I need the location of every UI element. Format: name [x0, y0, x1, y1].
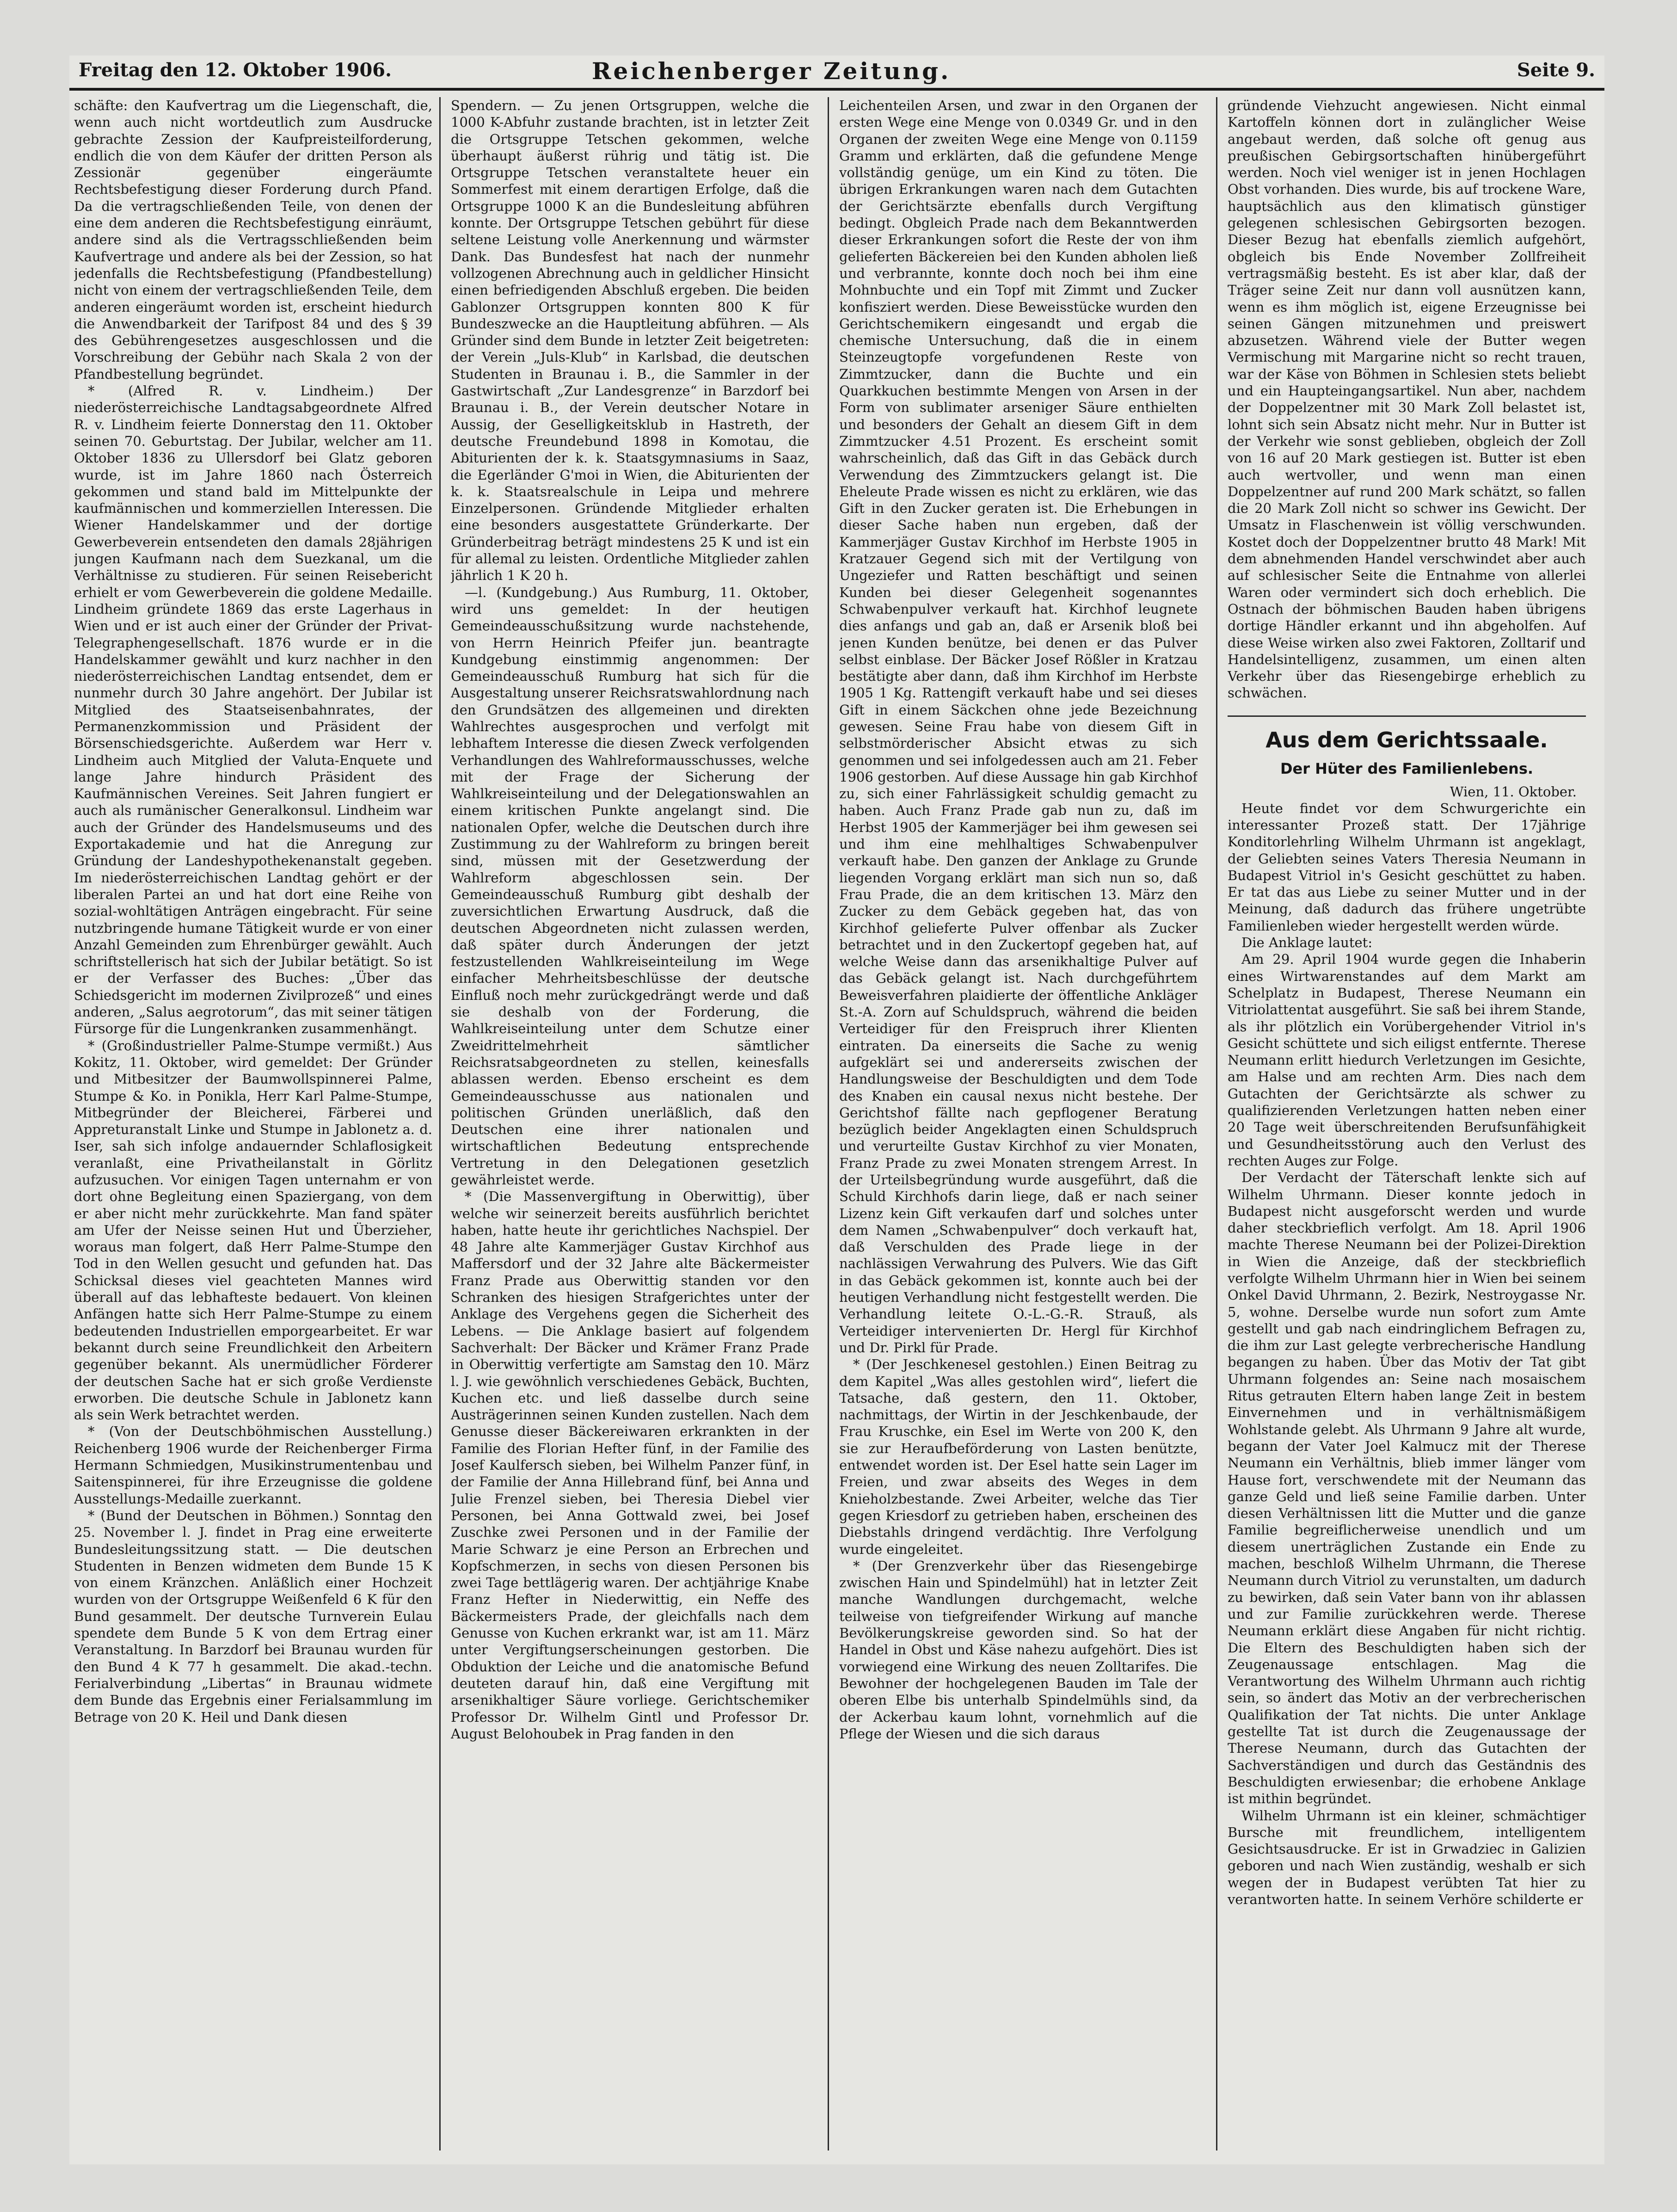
article-paragraph: * (Der Jeschkenesel gestohlen.) Einen Beitrag zu dem Kapitel „Was alles gestohlen wird“, liefert die Tatsache, daß gestern, den 11. Oktober, nachmittags, der Wirtin in der Jeschkenbaude, der Frau Kruschke, ein Esel im Werte von 200 K, den sie zur Heraufbeförderung von Lasten benützte, entwendet worden ist. Der Esel hatte sein Lager im Freien, und zwar abseits des Weges in dem Knieholzbestande. Zwei Arbeiter, welche das Tier gegen Kriesdorf zu getrieben haben, erscheinen des Diebstahls dringend verdächtig. Ihre Verfolgung wurde eingeleitet.	[839, 1356, 1198, 1557]
article-paragraph: * (Bund der Deutschen in Böhmen.) Sonntag den 25. November l. J. findet in Prag eine erweiterte Bundesleitungssitzung statt. — Die deutschen Studenten in Benzen widmeten dem Bunde 15 K von einem Kränzchen. Anläßlich einer Hochzeit wurden von der Ortsgruppe Weißenfeld 6 K für den Bund gesammelt. Der deutsche Turnverein Eulau spendete dem Bunde 5 K von dem Ertrag einer Veranstaltung. In Barzdorf bei Braunau wurden für den Bund 4 K 77 h gesammelt. Die akad.-techn. Ferialverbindung „Libertas“ in Braunau widmete dem Bunde das Ergebnis einer Ferialsammlung im Betrage von 20 K. Heil und Dank diesen	[74, 1507, 432, 1725]
article-paragraph: * (Alfred R. v. Lindheim.) Der niederösterreichische Landtagsabgeordnete Alfred R. v. Lindheim feierte Donnerstag den 11. Oktober seinen 70. Geburtstag. Der Jubilar, welcher am 11. Oktober 1836 zu Ullersdorf bei Glatz geboren wurde, ist im Jahre 1860 nach Österreich gekommen und stand bald im Mittelpunkte der kaufmännischen und kommerziellen Interessen. Die Wiener Handelskammer und der dortige Gewerbeverein entsendeten den damals 28jährigen jungen Kaufmann nach dem Suezkanal, um die Verhältnisse zu studieren. Für seinen Reisebericht erhielt er vom Gewerbeverein die goldene Medaille. Lindheim gründete 1869 das erste Lagerhaus in Wien und er ist auch einer der Gründer der Privat-Telegraphengesellschaft. 1876 wurde er in die Handelskammer gewählt und kurz nachher in den niederösterreichischen Landtag entsendet, dem er nunmehr durch 30 Jahre angehört. Der Jubilar ist Mitglied des Staatseisenbahnrates, der Permanenzkommission und Präsident der Börsenschiedsgerichte. Außerdem war Herr v. Lindheim auch Mitglied der Valuta-Enquete und lange Jahre hindurch Präsident des Kaufmännischen Vereines. Seit Jahren fungiert er auch als rumänischer Generalkonsul. Lindheim war auch der Gründer des Handelsmuseums und des Exportakademie und hat die Anregung zur Gründung der Landeshypothekenanstalt gegeben. Im niederösterreichischen Landtag gehört er der liberalen Partei an und hat dort eine Reihe von sozial-wohltätigen Anträgen eingebracht. Für seine nutzbringende humane Tätigkeit wurde er von einer Anzahl Gemeinden zum Ehrenbürger gewählt. Auch schriftstellerisch hat sich der Jubilar betätigt. So ist er der Verfasser des Buches: „Über das Schiedsgericht im modernen Zivilprozeß“ und eines anderen, „Salus aegrotorum“, das mit seiner tätigen Fürsorge für die Lungenkranken zusammenhängt.	[74, 383, 432, 1037]
article-paragraph: Am 29. April 1904 wurde gegen die Inhaberin eines Wirtwarenstandes auf dem Markt am Schelplatz in Budapest, Therese Neumann ein Vitriolattentat ausgeführt. Sie saß bei ihrem Stande, als ihr plötzlich ein Vorübergehender Vitriol in's Gesicht schüttete und sich eiligst entfernte. Therese Neumann erlitt hiedurch Verletzungen im Gesichte, am Halse und am rechten Arm. Dies nach dem Gutachten der Gerichtsärzte als schwer zu qualifizierenden Verletzungen hatten neben einer 20 Tage weit überschreitenden Berufsunfähigkeit und Gesundheitsstörung auch den Verlust des rechten Auges zur Folge.	[1228, 951, 1586, 1169]
column-1	[74, 97, 432, 2150]
article-paragraph: Der Verdacht der Täterschaft lenkte sich auf Wilhelm Uhrmann. Dieser konnte jedoch in Budapest nicht ausgeforscht werden und wurde daher steckbrieflich verfolgt. Am 18. April 1906 machte Therese Neumann bei der Polizei-Direktion in Wien die Anzeige, daß der steckbrieflich verfolgte Wilhelm Uhrmann hier in Wien bei seinem Onkel David Uhrmann, 2. Bezirk, Nestroygasse Nr. 5, wohne. Derselbe wurde nun sofort zum Amte gestellt und gab nach eindringlichem Befragen zu, die ihm zur Last gelegte verbrecherische Handlung begangen zu haben. Über das Motiv der Tat gibt Uhrmann folgendes an: Seine nach mosaischem Ritus getrauten Eltern haben lange Zeit in bestem Einvernehmen und in verhältnismäßigem Wohlstande gelebt. Als Uhrmann 9 Jahre alt wurde, begann der Vater Joel Kalmucz mit der Therese Neumann ein Verhältnis, blieb immer länger vom Hause fort, verschwendete mit der Neumann das ganze Geld und ließ seine Familie darben. Unter diesen Verhältnissen litt die Mutter und die ganze Familie begreiflicherweise unendlich und um diesem unerträglichen Zustande ein Ende zu machen, beschloß Wilhelm Uhrmann, die Therese Neumann durch Vitriol zu verunstalten, um dadurch zu bewirken, daß sein Vater bann von ihr ablassen und zur Familie zurückkehren werde. Therese Neumann erklärt diese Angaben für nicht richtig. Die Eltern des Beschuldigten haben sich der Zeugenaussage entschlagen. Mag die Verantwortung des Wilhelm Uhrmann auch richtig sein, so ändert das Motiv an der verbrecherischen Qualifikation der Tat nichts. Die unter Anklage gestellte Tat ist durch die Zeugenaussage der Therese Neumann, durch das Gutachten der Sachverständigen und durch das Geständnis des Beschuldigten erwiesenbar; die erhobene Anklage ist mithin begründet.	[1228, 1170, 1586, 1807]
newspaper-page	[69, 55, 1604, 2164]
newspaper-title: Reichenberger Zeitung.	[592, 57, 951, 85]
column-2	[451, 97, 809, 2150]
page-number: Seite 9.	[1517, 59, 1595, 81]
article-paragraph: —l. (Kundgebung.) Aus Rumburg, 11. Oktober, wird uns gemeldet: In der heutigen Gemeindeausschußsitzung wurde nachstehende, von Herrn Heinrich Pfeifer jun. beantragte Kundgebung einstimmig angenommen: Der Gemeindeausschuß Rumburg hat sich für die Ausgestaltung unserer Reichsratswahlordnung nach den Grundsätzen des allgemeinen und direkten Wahlrechtes ausgesprochen und verfolgt mit lebhaftem Interesse die diesen Zweck verfolgenden Verhandlungen des Wahlreformausschusses, welche mit der Frage der Sicherung der Wahlkreiseinteilung und der Delegationswahlen an einem kritischen Punkte angelangt sind. Die nationalen Opfer, welche die Deutschen durch ihre Zustimmung zu der Wahlreform zu bringen bereit sind, müssen mit der Gesetzwerdung der Wahlreform abgeschlossen sein. Der Gemeindeausschuß Rumburg gibt deshalb der zuversichtlichen Erwartung Ausdruck, daß die deutschen Abgeordneten nicht zulassen werden, daß später durch Änderungen der jetzt festzustellenden Wahlkreiseinteilung im Wege einfacher Mehrheitsbeschlüsse der deutsche Einfluß noch mehr zurückgedrängt werde und daß sie deshalb von der Forderung, die Wahlkreiseinteilung unter dem Schutze einer Zweidrittelmehrheit sämtlicher Reichsratsabgeordneten zu stellen, keinesfalls ablassen werden. Ebenso erscheint es dem Gemeindeausschusse aus nationalen und politischen Gründen unerläßlich, daß den Deutschen eine ihrer nationalen und wirtschaftlichen Bedeutung entsprechende Vertretung in den Delegationen gesetzlich gewährleistet werde.	[451, 584, 809, 1188]
column-rule	[828, 97, 829, 2150]
page-header	[69, 55, 1604, 91]
article-paragraph: schäfte: den Kaufvertrag um die Liegenschaft, die, wenn auch nicht wortdeutlich zum Ausdrucke gebrachte Zession der Kaufpreisteilforderung, endlich die von dem Käufer der dritten Person als Zessionär gegenüber eingeräumte Rechtsbefestigung dieser Forderung durch Pfand. Da die vertragschließenden Teile, von denen der eine dem anderen die Rechtsbefestigung einräumt, andere sind als die Vertragsschließenden beim Kaufvertrage und andere als bei der Zession, so hat jedenfalls die Rechtsbefestigung (Pfandbestellung) nicht von einem der vertragschließenden Teile, dem anderen eingeräumt worden ist, erscheint hiedurch die Anwendbarkeit der Tarifpost 84 und des § 39 des Gebührengesetzes ausgeschlossen und die Vorschreibung der Gebühr nach Skala 2 von der Pfandbestellung begründet.	[74, 98, 432, 382]
article-paragraph: * (Großindustrieller Palme-Stumpe vermißt.) Aus Kokitz, 11. Oktober, wird gemeldet: Der Gründer und Mitbesitzer der Baumwollspinnerei Palme, Stumpe & Ko. in Ponikla, Herr Karl Palme-Stumpe, Mitbegründer der Bleicherei, Färberei und Appreturanstalt Linke und Stumpe in Jablonetz a. d. Iser, sah sich infolge andauernder Schlaflosigkeit veranlaßt, eine Privatheilanstalt in Görlitz aufzusuchen. Vor einigen Tagen unternahm er von dort ohne Begleitung einen Spaziergang, von dem er aber nicht mehr zurückkehrte. Man fand später am Ufer der Neisse seinen Hut und Überzieher, woraus man folgert, daß Herr Palme-Stumpe den Tod in den Wellen gesucht und gefunden hat. Das Schicksal dieses viel geachteten Mannes wird überall auf das lebhafteste bedauert. Von kleinen Anfängen hatte sich Herr Palme-Stumpe zu einem bedeutenden Industriellen emporgearbeitet. Er war bekannt durch seine Freundlichkeit den Arbeitern gegenüber bekannt. Als unermüdlicher Förderer der deutschen Sache hat er sich große Verdienste erworben. Die deutsche Schule in Jablonetz kann als sein Werk betrachtet werden.	[74, 1037, 432, 1423]
article-paragraph: Die Anklage lautet:	[1241, 935, 1373, 951]
article-paragraph: Heute findet vor dem Schwurgerichte ein interessanter Prozeß statt. Der 17jährige Konditorlehrling Wilhelm Uhrmann ist angeklagt, der Geliebten seines Vaters Theresia Neumann in Budapest Vitriol in's Gesicht geschüttet zu haben. Er tat das aus Liebe zu seiner Mutter und in der Meinung, daß dadurch das frühere ungetrübte Familienleben wieder hergestellt werden würde.	[1228, 800, 1586, 934]
article-paragraph: * (Die Massenvergiftung in Oberwittig), über welche wir seinerzeit bereits ausführlich berichtet haben, hatte heute ihr gerichtliches Nachspiel. Der 48 Jahre alte Kammerjäger Gustav Kirchhof aus Maffersdorf und der 32 Jahre alte Bäckermeister Franz Prade aus Oberwittig standen vor den Schranken des hiesigen Strafgerichtes unter der Anklage des Vergehens gegen die Sicherheit des Lebens. — Die Anklage basiert auf folgendem Sachverhalt: Der Bäcker und Krämer Franz Prade in Oberwittig verfertigte am Samstag den 10. März l. J. wie gewöhnlich verschiedenes Gebäck, Buchten, Kuchen etc. und ließ dasselbe durch seine Austrägerinnen seinen Kunden zustellen. Nach dem Genusse dieser Bäckereiwaren erkrankten in der Familie des Florian Hefter fünf, in der Familie des Josef Kaulfersch sieben, bei Wilhelm Panzer fünf, in der Familie der Anna Hillebrand fünf, bei Anna und Julie Frenzel sieben, bei Theresia Diebel vier Personen, bei Anna Gottwald zwei, bei Josef Zuschke zwei Personen und in der Familie der Marie Schwarz je eine Person an Erbrechen und Kopfschmerzen, in sechs von diesen Personen bis zwei Tage bettlägerig waren. Der achtjährige Knabe Franz Hefter in Niederwittig, ein Neffe des Bäckermeisters Prade, der gleichfalls nach dem Genusse von Kuchen erkrankt war, ist am 11. März unter Vergiftungserscheinungen gestorben. Die Obduktion der Leiche und die anatomische Befund deuteten darauf hin, daß eine Vergiftung mit arsenikhaltiger Säure vorliege. Gerichtschemiker Professor Dr. Wilhelm Gintl und Professor Dr. August Belohoubek in Prag fanden in den	[451, 1189, 809, 1742]
columns	[69, 97, 1604, 2150]
article-paragraph: * (Von der Deutschböhmischen Ausstellung.) Reichenberg 1906 wurde der Reichenberger Firma Hermann Schmiedgen, Musikinstrumentenbau und Saitenspinnerei, für ihre Erzeugnisse die goldene Ausstellungs-Medaille zuerkannt.	[74, 1423, 432, 1507]
article-paragraph: Wilhelm Uhrmann ist ein kleiner, schmächtiger Bursche mit freundlichem, intelligentem Gesichtsausdrucke. Er ist in Grwadziec in Galizien geboren und nach Wien zuständig, weshalb er sich wegen der in Budapest verübten Tat hier zu verantworten hatte. In seinem Verhöre schilderte er	[1228, 1807, 1586, 1907]
column-3	[839, 97, 1198, 2150]
article-headline: Der Hüter des Familienlebens.	[1280, 759, 1534, 777]
column-rule	[1216, 97, 1217, 2150]
section-heading: Aus dem Gerichtssaale.	[1228, 715, 1586, 754]
article-paragraph: Spendern. — Zu jenen Ortsgruppen, welche die 1000 K-Abfuhr zustande brachten, ist in letzter Zeit die Ortsgruppe Tetschen gekommen, welche überhaupt äußerst rührig und tätig ist. Die Ortsgruppe Tetschen veranstaltete heuer ein Sommerfest mit einem derartigen Erfolge, daß die Ortsgruppe 1000 K an die Bundesleitung abführen konnte. Der Ortsgruppe Tetschen gebührt für diese seltene Leistung volle Anerkennung und wärmster Dank. Das Bundesfest hat nach der nunmehr vollzogenen Abrechnung auch in geldlicher Hinsicht einen befriedigenden Abschluß ergeben. Die beiden Gablonzer Ortsgruppen konnten 800 K für Bundeszwecke an die Hauptleitung abführen. — Als Gründer sind dem Bunde in letzter Zeit beigetreten: der Verein „Juls-Klub“ in Karlsbad, die deutschen Studenten in Braunau i. B., die Sammler in der Gastwirtschaft „Zur Landesgrenze“ in Barzdorf bei Braunau i. B., der Verein deutscher Notare in Aussig, der Geselligkeitsklub in Hastreth, der deutsche Freundebund 1898 in Komotau, die Abiturienten der k. k. Staatsgymnasiums in Saaz, die Egerländer G'moi in Wien, die Abiturienten der k. k. Staatsrealschule in Leipa und mehrere Einzelpersonen. Gründende Mitglieder erhalten eine besonders ausgestattete Gründerkarte. Der Gründerbeitrag beträgt mindestens 25 K und ist ein für allemal zu leisten. Ordentliche Mitglieder zahlen jährlich 1 K 20 h.	[451, 98, 809, 584]
column-rule	[439, 97, 441, 2150]
header-date: Freitag den 12. Oktober 1906.	[79, 59, 392, 81]
article-paragraph: gründende Viehzucht angewiesen. Nicht einmal Kartoffeln können dort in zulänglicher Weise angebaut werden, daß solche oft genug aus preußischen Gebirgsortschaften hinübergeführt werden. Noch viel weniger ist in jenen Hochlagen Obst vorhanden. Dies wurde, bis auf trockene Ware, hauptsächlich aus den klimatisch günstiger gelegenen schlesischen Gebirgsorten bezogen. Dieser Bezug hat ebenfalls ziemlich aufgehört, obgleich bis Ende November Zollfreiheit vertragsmäßig besteht. Es ist aber klar, daß der Träger seine Zeit nur dann voll ausnützen kann, wenn es ihm möglich ist, eigene Erzeugnisse bei seinen Gängen mitzunehmen und preiswert abzusetzen. Während viele der Butter wegen Vermischung mit Margarine nicht so recht trauen, war der Käse von Böhmen in Schlesien stets beliebt und ein Haupteingangsartikel. Nun aber, nachdem der Doppelzentner mit 30 Mark Zoll belastet ist, lohnt sich sein Absatz nicht mehr. Nur in Butter ist der Verkehr wie sonst geblieben, obgleich der Zoll von 16 auf 20 Mark gestiegen ist. Butter ist eben auch wertvoller, und wenn man einen Doppelzentner auf rund 200 Mark schätzt, so fallen die 20 Mark Zoll nicht so schwer ins Gewicht. Der Umsatz in Flaschenwein ist völlig verschwunden. Kostet doch der Doppelzentner brutto 48 Mark! Mit dem abnehmenden Handel verschwindet aber auch auf schlesischer Seite die Entnahme von allerlei Waren oder vermindert sich doch erheblich. Die Ostnach der böhmischen Bauden haben übrigens dortige Händler erkannt und ihn abgeholfen. Auf diese Weise wirken also zwei Faktoren, Zolltarif und Handelsintelligenz, zusammen, um einen alten Verkehr über das Riesengebirge erheblich zu schwächen.	[1228, 98, 1586, 701]
column-4	[1228, 97, 1586, 2150]
article-paragraph: * (Der Grenzverkehr über das Riesengebirge zwischen Hain und Spindelmühl) hat in letzter Zeit manche Wandlungen durchgemacht, welche teilweise von tiefgreifender Wirkung auf manche Bevölkerungskreise geworden sind. So hat der Handel in Obst und Käse nahezu aufgehört. Dies ist vorwiegend eine Wirkung des neuen Zolltarifes. Die Bewohner der hochgelegenen Bauden im Tale der oberen Elbe bis unterhalb Spindelmühls sind, da der Ackerbau kaum lohnt, vornehmlich auf die Pflege der Wiesen und die sich daraus	[839, 1558, 1198, 1742]
dateline: Wien, 11. Oktober.	[1450, 783, 1577, 800]
article-paragraph: Leichenteilen Arsen, und zwar in den Organen der ersten Wege eine Menge von 0.0349 Gr. und in den Organen der zweiten Wege eine Menge von 0.1159 Gramm und erklärten, daß die gefundene Menge vollständig genüge, um ein Kind zu töten. Die übrigen Erkrankungen waren nach dem Gutachten der Gerichtsärzte ebenfalls durch Vergiftung bedingt. Obgleich Prade nach dem Bekanntwerden dieser Erkrankungen sofort die Reste der von ihm gelieferten Bäckereien bei den Kunden abholen ließ und verbrannte, konnte doch noch bei ihm eine Mohnbuchte und ein Topf mit Zimmt und Zucker konfisziert werden. Diese Beweisstücke wurden den Gerichtschemikern eingesandt und ergab die chemische Untersuchung, daß die in einem Steinzeugtopfe vorgefundenen Reste von Zimmtzucker, dann die Buchte und ein Quarkkuchen bestimmte Mengen von Arsen in der Form von sublimater arseniger Säure enthielten und besonders der Gehalt an diesem Gift in dem Zimmtzucker 4.51 Prozent. Es erscheint somit wahrscheinlich, daß das Gift in das Gebäck durch Verwendung des Zimmtzuckers gelangt ist. Die Eheleute Prade wissen es nicht zu erklären, wie das Gift in den Zucker geraten ist. Die Erhebungen in dieser Sache haben nun ergeben, daß der Kammerjäger Gustav Kirchhof im Herbste 1905 in Kratzauer Gegend sich mit der Vertilgung von Ungeziefer und Ratten beschäftigt und seinen Kunden bei dieser Gelegenheit sogenanntes Schwabenpulver verkauft hat. Kirchhof leugnete dies anfangs und gab an, daß er Arsenik bloß bei jenen Kunden benütze, bei denen er das Pulver selbst einblase. Der Bäcker Josef Rößler in Kratzau bestätigte aber dann, daß ihm Kirchhof im Herbste 1905 1 Kg. Rattengift verkauft habe und sei dieses Gift in einem Säckchen ohne jede Bezeichnung gewesen. Seine Frau habe von diesem Gift in selbstmörderischer Absicht etwas zu sich genommen und sei infolgedessen auch am 21. Feber 1906 gestorben. Auf diese Aussage hin gab Kirchhof zu, sich einer Fahrlässigkeit schuldig gemacht zu haben. Auch Franz Prade gab nun zu, daß im Herbst 1905 der Kammerjäger bei ihm gewesen sei und ihm eine mehlhaltiges Schwabenpulver verkauft habe. Den ganzen der Anklage zu Grunde liegenden Vorgang erklärt man sich nun so, daß Frau Prade, die an dem kritischen 13. März den Zucker zu dem Gebäck gegeben hat, das von Kirchhof gelieferte Pulver offenbar als Zucker betrachtet und in den Zuckertopf gegeben hat, auf welche Weise dann das arsenikhaltige Pulver auf das Gebäck gelangt ist. Nach durchgeführtem Beweisverfahren plaidierte der öffentliche Ankläger St.-A. Zorn auf Schuldspruch, während die beiden Verteidiger für den Freispruch ihrer Klienten eintraten. Da einerseits die Sache zu wenig aufgeklärt sei und andererseits zwischen der Handlungsweise der Beschuldigten und dem Tode des Knaben ein causal nexus nicht bestehe. Der Gerichtshof fällte nach gepflogener Beratung bezüglich beider Angeklagten einen Schuldspruch und verurteilte Gustav Kirchhof zu vier Monaten, Franz Prade zu zwei Monaten strengem Arrest. In der Urteilsbegründung wurde ausgeführt, daß die Schuld Kirchhofs darin liege, daß er nach seiner Lizenz kein Gift verkaufen darf und solches unter dem Namen „Schwabenpulver“ doch verkauft hat, daß Verschulden des Prade liege in der nachlässigen Verwahrung des Pulvers. Wie das Gift in das Gebäck gekommen ist, konnte auch bei der heutigen Verhandlung nicht festgestellt werden. Die Verhandlung leitete O.-L.-G.-R. Strauß, als Verteidiger intervenierten Dr. Hergl für Kirchhof und Dr. Pirkl für Prade.	[839, 98, 1198, 1356]
